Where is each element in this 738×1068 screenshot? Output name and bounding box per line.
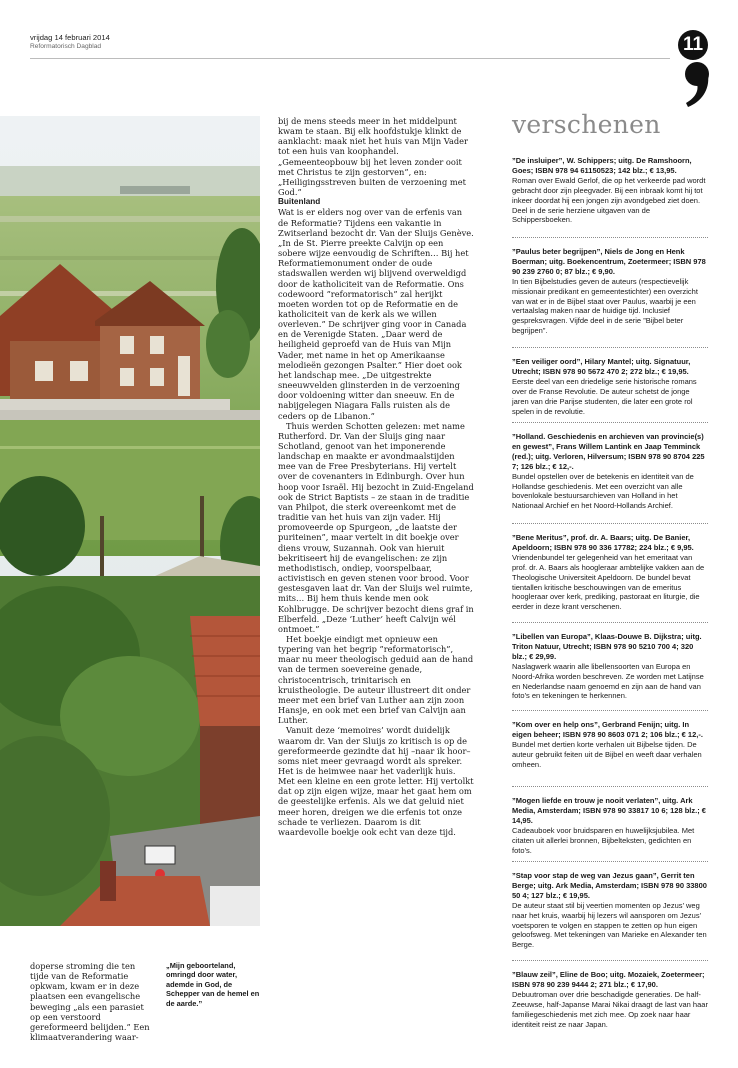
- article-paragraph: Wat is er elders nog over van de erfenis van de Reformatie? Tijdens een vakantie in Zwitserland bezocht dr. Van der Sluijs Genève. „In de St. Pierre preekte Calvijn op een sobere wijze eenvoudig de Schriften… Bij het Reformatiemonument onder de oude stadswallen werden wij blijvend overweldigd door de katholiciteit van de Reformatie. Ons codewoord ”reformatorisch” zal herijkt moeten worden tot op de Reformatie en de katholiciteit van de kerk als we willen overleven.” De schrijver ging voor in Canada en de Verenigde Staten. „Daar werd de heiligheid geproefd van de Huis van Mijn Vader, met name in het op Amerikaanse melodieën gezongen Psalter.” Hier doet ook het landschap mee. „De uitgestrekte sneeuwvelden glinsterden in de verzoening door voldoening witter dan sneeuw. En de nabijgelegen Niagara Falls ruisten als de ceders op de Libanon.”: [278, 207, 474, 421]
- book-description: Bundel opstellen over de betekenis en identiteit van de Hollandse geschiedenis. Met een overzicht van alle bovenlokale bestuursarchieven van Holland in het Nationaal Archief en het Noord-Hollands Archief.: [512, 471, 694, 511]
- book-meta: ”Mogen liefde en trouw je nooit verlaten”, uitg. Ark Media, Amsterdam; ISBN 978 90 33817 10 6; 128 blz.; € 14,95.: [512, 796, 706, 825]
- book-description: Debuutroman over drie beschadigde generaties. De half-Zeeuwse, half-Japanse Marai Nikai draagt de last van haar familiegeschiedenis met zich mee. Op zoek naar haar identiteit reist ze naar Japan.: [512, 989, 708, 1029]
- book-meta: ”Holland. Geschiedenis en archieven van provincie(s) en gewest”, Frans Willem Lantink en Jaap Temminck (red.); uitg. Verloren, Hilversum; ISBN 978 90 8704 225 7; 126 blz.; € 12,-.: [512, 432, 705, 471]
- photo-caption: „Mijn geboorteland, omringd door water, ademde in God, de Schepper van de hemel en de aarde.”: [166, 961, 260, 1008]
- book-description: Bundel met dertien korte verhalen uit Bijbelse tijden. De auteur gebruikt feiten uit de Bijbel en weeft daar verhalen omheen.: [512, 739, 702, 769]
- comma-ornament: [683, 62, 711, 108]
- entry-separator: [512, 422, 708, 423]
- article-paragraph: Vanuit deze ‘memoires’ wordt duidelijk waarom dr. Van der Sluijs zo kritisch is op de gereformeerde gezindte dat hij –naar ik hoor– soms niet meer gevraagd wordt als spreker. Het is de heimwee naar het vaderlijk huis. Met een kleine en een grote letter. Hij vertolkt dat op zijn eigen wijze, maar het gaat hem om de geestelijke erfenis. Als we dat geluid niet meer horen, dreigen we die erfenis tot onze schade te verliezen. Daarom is dit waardevolle boekje ook echt van deze tijd.: [278, 725, 474, 837]
- book-meta: ”Kom over en help ons”, Gerbrand Fenijn; uitg. In eigen beheer; ISBN 978 90 8603 071 2; 106 blz.; € 12,-.: [512, 720, 703, 739]
- article-photo: [0, 116, 260, 926]
- book-meta: ”Blauw zeil”, Eline de Boo; uitg. Mozaiek, Zoetermeer; ISBN 978 90 239 9444 2; 271 blz.; € 17,90.: [512, 970, 705, 989]
- book-description: Cadeauboek voor bruidsparen en huwelijksjubilea. Met citaten uit allerlei bronnen, Bijbelteksten, gedichten en foto’s.: [512, 825, 695, 855]
- book-meta: ”Libellen van Europa”, Klaas-Douwe B. Dijkstra; uitg. Triton Natuur, Utrecht; ISBN 978 90 5210 700 4; 320 blz.; € 29,99.: [512, 632, 702, 661]
- book-meta: ”Stap voor stap de weg van Jezus gaan”, Gerrit ten Berge; uitg. Ark Media, Amsterdam; ISBN 978 90 33800 50 4; 127 blz.; € 19,95.: [512, 871, 707, 900]
- book-entry: [512, 720, 708, 770]
- book-entry: [512, 357, 708, 416]
- article-column-2: [278, 116, 474, 837]
- book-entry: [512, 796, 708, 855]
- entry-separator: [512, 237, 708, 238]
- book-entry: [512, 432, 708, 511]
- section-title: verschenen: [512, 110, 661, 139]
- article-paragraph: Het boekje eindigt met opnieuw een typering van het begrip ”reformatorisch”, maar nu meer theologisch geduid aan de hand van de termen soevereine genade, christocentrisch, trinitarisch en kruistheologie. De auteur illustreert dit onder meer met een brief van Luther aan zijn zoon Hansje, en ook met een brief van Calvijn aan Luther.: [278, 633, 474, 726]
- article-paragraph: bij de mens steeds meer in het middelpunt kwam te staan. Bij elk hoofdstukje klinkt de aanklacht: maak niet het huis van Mijn Vader tot een huis van koophandel. „Gemeenteopbouw bij het leven zonder ooit met Christus te zijn gestorven”, en: „Heiligingsstreven buiten de verzoening met God.”: [278, 116, 468, 198]
- book-description: Vriendenbundel ter gelegenheid van het emeritaat van prof. dr. A. Baars als hoogleraar ambtelijke vakken aan de Theologische Universiteit Apeldoorn. De bundel bevat tientallen kritische beschouwingen van de emeritus hoogleraar over kerk, prediking, pastoraat en liturgie, die eerder in deze krant verschenen.: [512, 552, 705, 612]
- article-paragraph: Thuis werden Schotten gelezen: met name Rutherford. Dr. Van der Sluijs ging naar Schotland, genoot van het imponerende landschap en maakte er avondmaalstijden mee van de Free Presbyterians. Hij vertelt over de covenanters in Edinburgh. Over hun hoop voor Israël. Hij bezocht in Zuid-Engeland ook de Strict Baptists – ze staan in de traditie van Philpot, die sterk overeenkomt met de traditie van het huis van zijn vader. Hij promoveerde op Spurgeon, „de laatste der puriteinen”, maar vertelt in dit boekje over diens vrouw, Suzannah. Ook van hieruit bekritiseert hij de evangelischen: ze zijn methodistisch, ondiep, voorspelbaar, activistisch en geven stenen voor brood. Voor gestesgaven laat dr. Van der Sluijs wel ruimte, mits… Bij hem thuis kende men ook Kohlbrugge. De schrijver bezocht diens graf in Elberfeld. „Deze ‘Luther’ heeft Calvijn wél ontmoet.”: [278, 420, 474, 634]
- book-meta: ”De insluiper”, W. Schippers; uitg. De Ramshoorn, Goes; ISBN 978 94 61150523; 142 blz.; € 13,95.: [512, 156, 692, 175]
- article-paragraph: doperse stroming die ten tijde van de Reformatie opkwam, kwam er in deze plaatsen een evangelische beweging „als een parasiet op een verstoord gereformeerd belijden.” Een klimaatverandering waar-: [30, 961, 150, 1043]
- book-entry: [512, 970, 708, 1029]
- entry-separator: [512, 622, 708, 623]
- book-entry: [512, 632, 708, 701]
- subheading: Buitenland: [278, 197, 321, 207]
- page-number: 11: [678, 30, 708, 60]
- book-description: In tien Bijbelstudies geven de auteurs (respectievelijk missionair predikant en gemeentestichter) een overzicht van wat er in de Bijbel staat over Paulus, waarbij je een vertaalslag maken naar de huidige tijd. Inclusief gespreksvragen. Vijfde deel in de serie ”Bijbel beter begrijpen”.: [512, 276, 698, 336]
- entry-separator: [512, 347, 708, 348]
- issue-date: vrijdag 14 februari 2014: [30, 33, 110, 42]
- article-column-1: [30, 961, 156, 1042]
- book-meta: ”Paulus beter begrijpen”, Niels de Jong en Henk Boerman; uitg. Boekencentrum, Zoetermeer; ISBN 978 90 239 2760 0; 87 blz.; € 9,90.: [512, 247, 706, 276]
- entry-separator: [512, 960, 708, 961]
- book-description: Roman over Ewald Gerlof, die op het verkeerde pad wordt gebracht door zijn pleegvader. Bij een inbraak komt hij tot inkeer doordat hij een jongen zijn avondgebed ziet doen. Deel in de serie herziene uitgaven van de Schippersboeken.: [512, 175, 706, 225]
- book-description: De auteur staat stil bij veertien momenten op Jezus’ weg naar het kruis, waarbij hij lezers wil aansporen om Jezus’ voetsporen te volgen en stappen te zetten op hun eigen geloofsweg. Met tekeningen van Marieke en Alexander ten Berge.: [512, 900, 707, 950]
- book-entry: [512, 871, 708, 950]
- entry-separator: [512, 786, 708, 787]
- book-entry: [512, 156, 708, 225]
- entry-separator: [512, 710, 708, 711]
- book-entry: [512, 533, 708, 612]
- book-entry: [512, 247, 708, 336]
- book-description: Naslagwerk waarin alle libellensoorten van Europa en Noord-Afrika worden beschreven. Ze worden met Latijnse en Nederlandse naam genoemd en zijn aan de hand van foto’s en tekeningen te herkennen.: [512, 661, 704, 701]
- header-rule: [30, 58, 670, 59]
- newspaper-name: Reformatorisch Dagblad: [30, 43, 102, 50]
- book-description: Eerste deel van een driedelige serie historische romans over de Franse Revolutie. De auteur schetst de jonge jaren van drie Parijse studenten, die later een grote rol spelen in de revolutie.: [512, 376, 697, 416]
- book-meta: ”Bene Meritus”, prof. dr. A. Baars; uitg. De Banier, Apeldoorn; ISBN 978 90 336 17782; 224 blz.; € 9,95.: [512, 533, 694, 552]
- entry-separator: [512, 861, 708, 862]
- book-meta: ”Een veiliger oord”, Hilary Mantel; uitg. Signatuur, Utrecht; ISBN 978 90 5672 470 2; 272 blz.; € 19,95.: [512, 357, 691, 376]
- entry-separator: [512, 523, 708, 524]
